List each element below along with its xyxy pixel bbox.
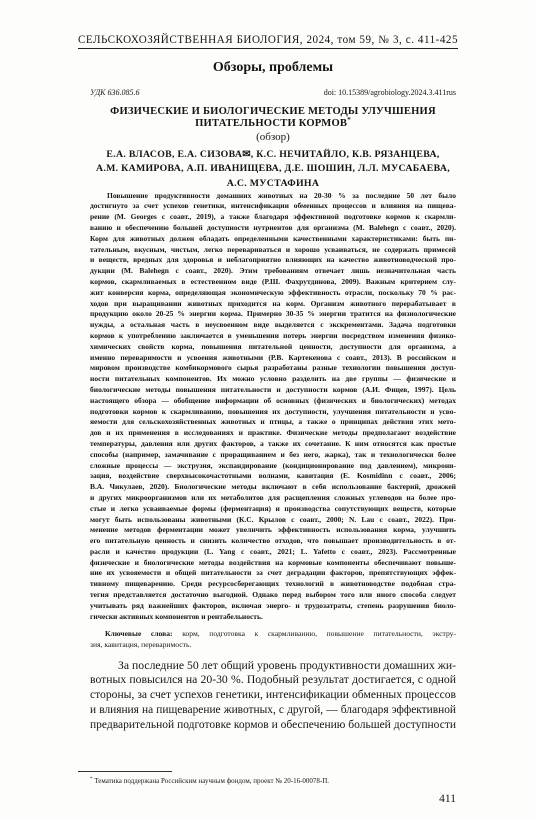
abstract-line: расли и качество продукции (L. Yang с соавт., 2021; L. Yafetto с соавт., 2023). Рассмотренные bbox=[90, 546, 456, 556]
header-rule bbox=[78, 48, 458, 49]
body-line: стороны, за счет успехов генетики, интенсификации обменных процессов bbox=[90, 688, 456, 702]
body-paragraph bbox=[90, 659, 456, 733]
abstract-line: мировом производстве комбикормового сырья разработаны разные технологии повышения доступ- bbox=[90, 363, 456, 373]
abstract-line: физические и биологические методы воздействия на кормовые компоненты обеспечивают повыше- bbox=[90, 557, 456, 567]
abstract-line: и веществ, вредных для здоровья и неблагоприятно влияющих на качество животноводческой про- bbox=[90, 255, 456, 265]
keywords-line bbox=[90, 628, 456, 639]
abstract-line: и других микроорганизмов или их метаболитов для расщепления сложных углеводов на более про- bbox=[90, 492, 456, 502]
abstract-line: Повышение продуктивности домашних животных на 20-30 % за последние 50 лет было bbox=[107, 190, 456, 200]
body-line: вотных повысился на 20-30 %. Подобный результат достигается, с одной bbox=[90, 673, 456, 687]
article-title-text: ПИТАТЕЛЬНОСТИ КОРМОВ bbox=[195, 118, 348, 129]
abstract-line: дов и их применения в исследованиях и практике. Физические методы предполагают воздействие bbox=[90, 428, 456, 438]
abstract-line: тательным, вкусным, чистым, легко перевариваться и хорошо усваиваться, не содержать примесей bbox=[90, 244, 456, 254]
article-title-line bbox=[90, 118, 456, 131]
abstract-line: сложные процессы — экструзия, экспандирование (кондиционирование под давлением), микрони- bbox=[90, 460, 456, 470]
udc-code: УДК 636.085.6 bbox=[90, 88, 140, 97]
abstract-line: жит конверсия корма, определяющая экономическую эффективность отрасли, поскольку 70 % рас- bbox=[90, 287, 456, 297]
abstract-line: продукцию около 20-25 % энергии корма. Примерно 30-35 % энергии тратится на физиологические bbox=[90, 309, 456, 319]
abstract-line: его питательную ценность и снизить количество отходов, что повышает производительность в от- bbox=[90, 536, 456, 546]
abstract-line: подготовки кормов к скармливанию, повышения их доступности, улучшения питательности и усво- bbox=[90, 406, 456, 416]
abstract-line: ходов при выращивании животных приходится на корм. Организм животного перерабатывает в bbox=[90, 298, 456, 308]
doi: doi: 10.15389/agrobiology.2024.3.411rus bbox=[323, 88, 456, 97]
section-heading: Обзоры, проблемы bbox=[212, 60, 334, 75]
abstract-line: биологические методы повышения питательности и доступности кормов (А.И. Фицев, 1997). Цель bbox=[90, 384, 456, 394]
author-line: Е.А. ВЛАСОВ, Е.А. СИЗОВА✉, К.С. НЕЧИТАЙЛО, К.В. РЯЗАНЦЕВА, bbox=[106, 148, 440, 160]
abstract-line: могут быть использованы животными (К.С. Крылов с соавт., 2000; N. Lau с соавт., 2022). При- bbox=[90, 514, 456, 524]
keywords-text: корм, подготовка к скармливанию, повышение питательности, экстру- bbox=[182, 628, 456, 638]
abstract-line: достигнуто за счет успехов генетики, интенсификации обменных процессов и влияния на пищева- bbox=[90, 201, 456, 211]
article-type: (обзор) bbox=[256, 130, 290, 143]
abstract-line: кормов к употреблению заключается в уменьшении потерь энергии посредством изменения физико- bbox=[90, 330, 456, 340]
author-list bbox=[90, 148, 456, 192]
footnote-mark: * bbox=[90, 777, 93, 782]
abstract-line: настоящего обзора — обобщение информации об основных (физических и биологических) методах bbox=[90, 395, 456, 405]
abstract-line: яемости для сельскохозяйственных животных и птицы, а также о принципах действия этих мето- bbox=[90, 417, 456, 427]
page-number: 411 bbox=[439, 793, 456, 805]
title-footnote-mark: * bbox=[347, 116, 351, 124]
abstract-line: ности питательных компонентов. Их можно условно разделить на две группы — физические и bbox=[90, 374, 456, 384]
footnote-text: Тематика поддержана Российским научным фондом, проект № 20-16-00078-П. bbox=[94, 777, 330, 785]
body-line: За последние 50 лет общий уровень продуктивности домашних жи- bbox=[118, 658, 456, 672]
abstract-line: ванию и обеспечению большей доступности нутриентов для организма (M. Balehegn с соавт., 2020). bbox=[90, 222, 456, 232]
body-line: предварительной подготовке кормов и обеспечению большей доступности bbox=[90, 718, 456, 731]
footnote bbox=[90, 776, 456, 788]
abstract-line: рение (M. Georges с соавт., 2019), а также благодаря эффективной подготовке кормов к скармли- bbox=[90, 212, 456, 222]
author-line: А.С. МУСТАФИНА bbox=[226, 177, 320, 189]
abstract-line: Корм для животных должен обладать определенными качественными характеристиками: быть пи- bbox=[90, 233, 456, 243]
abstract-line: В.А. Чикулаев, 2020). Биологические методы включают в себя использование бактерий, дрожжей bbox=[90, 482, 456, 492]
article-title bbox=[90, 106, 456, 131]
body-line: и влияния на пищеварение животных, с другой, — благодаря эффективной bbox=[90, 703, 456, 716]
abstract-line: зация, воздействие сверхвысокочастотными волнами, кавитация (E. Kosmidinn с соавт., 2006; bbox=[90, 471, 456, 481]
journal-header: СЕЛЬСКОХОЗЯЙСТВЕННАЯ БИОЛОГИЯ, 2024, том 59, № 3, с. 411-425 bbox=[78, 34, 458, 46]
abstract-line: химических свойств корма, повышения питательной ценности, доступности для организма, а bbox=[90, 341, 456, 351]
abstract bbox=[90, 191, 456, 623]
abstract-line: учитывать ряд важнейших факторов, включая энерго- и трудозатраты, степень разрушения биоло- bbox=[90, 600, 456, 610]
abstract-line: гически активных компонентов и рентабельность. bbox=[90, 611, 263, 621]
abstract-line: нужды, а остальная часть в неусвоенном виде выделяется с экскрементами. Задача подготовки bbox=[90, 320, 456, 330]
abstract-line: ние их усвояемости и общей питательности за счет деградации факторов, препятствующих эффек- bbox=[90, 568, 456, 578]
abstract-line: именно переваримости и усвоения животными (Р.В. Картекенова с соавт., 2013). В российском и bbox=[90, 352, 456, 362]
keywords-line: зия, кавитация, переваримость. bbox=[90, 639, 192, 649]
abstract-line: стые и легко усваиваемые формы (ферментация) и производства сопутствующих веществ, которые bbox=[90, 503, 456, 513]
article-title-line: ФИЗИЧЕСКИЕ И БИОЛОГИЧЕСКИЕ МЕТОДЫ УЛУЧШЕНИЯ bbox=[110, 105, 436, 117]
abstract-line: температуры, давления или других факторов, а также их сочетание. К ним относятся как простые bbox=[90, 438, 456, 448]
abstract-line: тивному пищеварению. Среди ресурсосберегающих технологий в животноводстве подобная стра- bbox=[90, 579, 456, 589]
abstract-line: тегия представляется достаточно выгодной. Однако перед выбором того или иного способа следует bbox=[90, 590, 456, 600]
abstract-line: менение методов ферментации может увеличить эффективность использования корма, улучшить bbox=[90, 525, 456, 535]
footnote-rule bbox=[78, 771, 172, 772]
keywords-label: Ключевые слова: bbox=[105, 628, 173, 638]
keywords bbox=[90, 628, 456, 650]
abstract-line: способы (например, замачивание с проращиванием и без него, жарка), так и технологически более bbox=[90, 449, 456, 459]
author-line: А.М. КАМИРОВА, А.П. ИВАНИЩЕВА, Д.Е. ШОШИН, Л.Л. МУСАБАЕВА, bbox=[96, 163, 450, 175]
abstract-line: кормов, скармливаемых в естественном виде (Р.Ш. Фахрутдинова, 2009). Важным критерием слу- bbox=[90, 276, 456, 286]
abstract-line: дукции (M. Balehegn с соавт., 2020). Этим требованиям отвечает лишь незначительная часть bbox=[90, 266, 456, 276]
